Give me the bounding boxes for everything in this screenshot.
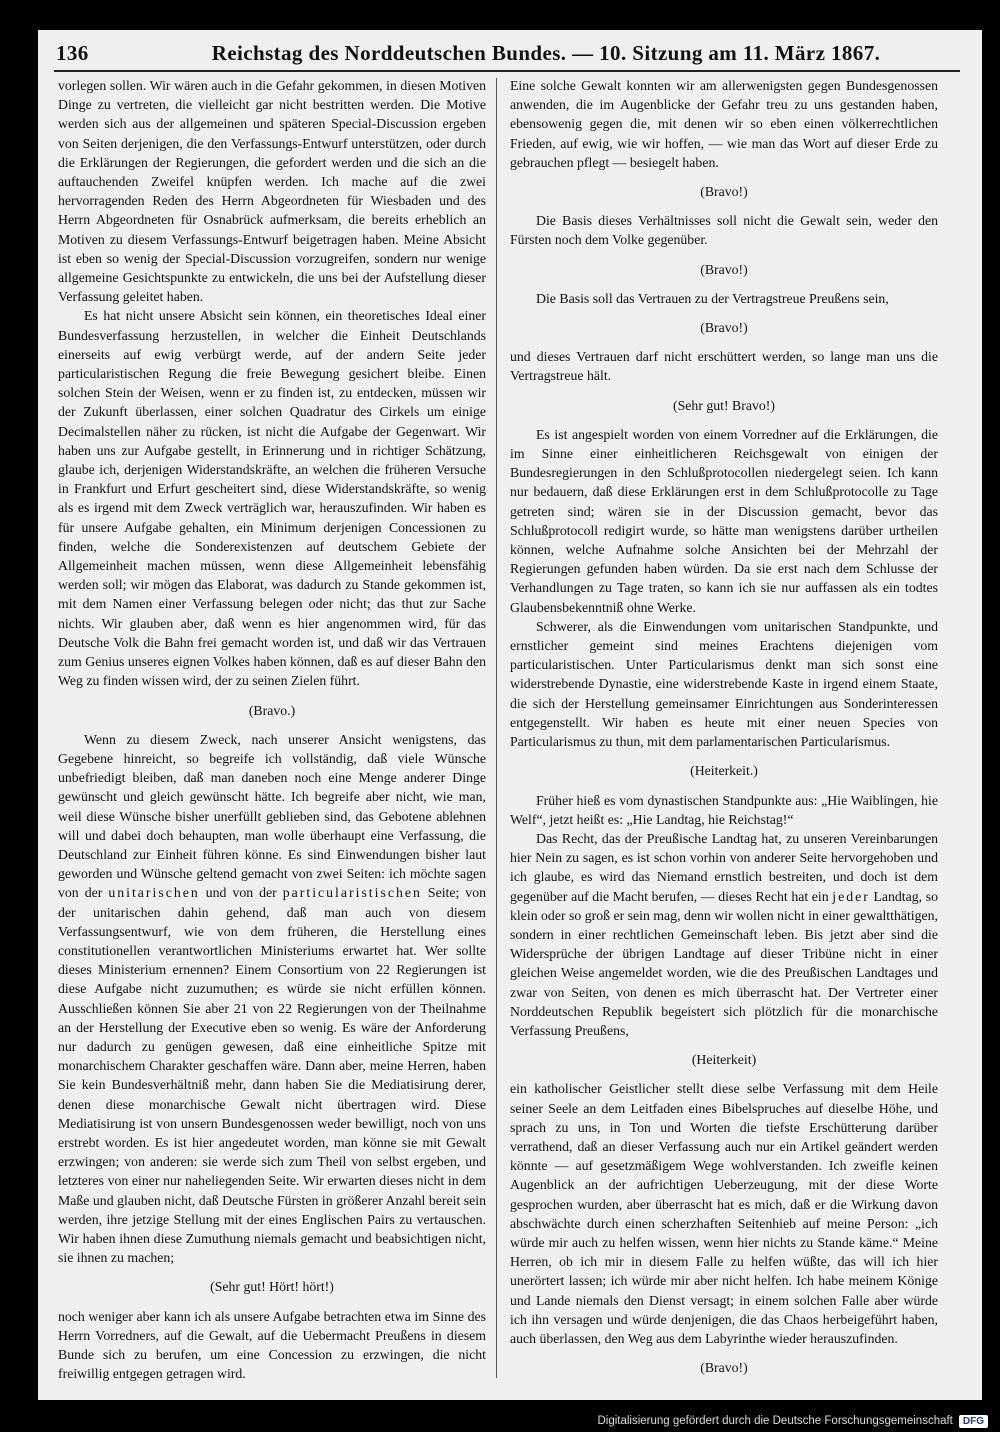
column-divider (496, 78, 497, 1378)
audience-reaction: (Heiterkeit) (691, 1052, 757, 1068)
header-rule (54, 70, 960, 72)
paragraph: Wenn zu diesem Zweck, nach unserer Ansicht wenigstens, das Gegebene hinreicht, so begreife ich vollständig, daß viele Wünsche unbefriedigt bleiben, daß man daneben noch eine Menge anderer Dinge gewünscht und gleich gewünscht hätte. Ich begreife aber nicht, wie man, weil diese Wünsche bisher unerfüllt geblieben sind, das Gebotene ablehnen will und dabei doch behaupten, man wolle überhaupt eine Verfassung, die Deutschland zur Einheit führen könne. Es sind Einwendungen bisher laut geworden und Wünsche geltend gemacht von zwei Seiten: ich möchte sagen von der unitarischen und von der particularistischen Seite; von der unitarischen dahin gehend, daß man auch von diesem Verfassungsentwurf, wie von dem früheren, die Herstellung eines constitutionellen verantwortlichen Ministeriums erwartet hat. Wer sollte dieses Ministerium ernennen? Einem Consortium von 22 Regierungen ist diese Aufgabe nicht zuzumuthen; es würde sie nicht erfüllen können. Ausschließen können Sie aber 21 von 22 Regierungen von der Theilnahme an der Herstellung der Executive eben so wenig. Es wäre der Anforderung nur dadurch zu genügen gewesen, daß eine einheitliche Spitze mit monarchischem Charakter geschaffen wäre. Dann aber, meine Herren, haben Sie kein Bundesverhältniß mehr, dann haben Sie die Mediatisirung derer, denen diese monarchische Gewalt nicht übertragen wird. Diese Mediatisirung ist von unsern Bundesgenossen weder bewilligt, noch von uns erstrebt worden. Es ist hier angedeutet worden, man könne sie mit Gewalt erzwingen; von anderen: sie werde sich zum Theil von selbst ergeben, und letzteres von einer nur naheliegenden Seite. Wir erwarten dieses nicht in dem Maße und glauben nicht, daß Deutsche Fürsten in größerer Anzahl bereit sein werden, ihre jetzige Stellung mit der eines Englischen Pairs zu vertauschen. Wir haben ihnen diese Zumuthung niemals gemacht und beabsichtigen nicht, sie ihnen zu machen; (58, 731, 487, 1266)
paragraph: Es ist angespielt worden von einem Vorredner auf die Erklärungen, die im Sinne einer einheitlicheren Reichsgewalt von einigen der Bundesregierungen in den Schlußprotocollen niedergelegt seien. Ich kann nur bedauern, daß diese Erklärungen erst in dem Schlußprotocolle zu Tage getreten sind; wären sie in der Discussion gemacht, bevor das Schlußprotocoll redigirt wurde, so hätte man wenigstens darüber urtheilen können, welche Aufnahme solche Ansichten bei der Mehrzahl der Regierungen gefunden haben würden. Da sie erst nach dem Schlusse der Verhandlungen zu Tage traten, so kann ich sie nur auffassen als ein todtes Glaubensbekenntniß ohne Werke. (510, 426, 938, 615)
paragraph: noch weniger aber kann ich als unsere Aufgabe betrachten etwa im Sinne des Herrn Vorredners, auf die Gewalt, auf die Uebermacht Preußens in diesem Bunde sich zu berufen, um eine Concession zu erzwingen, die nicht freiwillig entgegen getragen wird. (58, 1308, 486, 1382)
paragraph: und dieses Vertrauen darf nicht erschüttert werden, so lange man uns die Vertragstreue hält. (510, 349, 938, 384)
left-column (58, 76, 486, 1383)
footer-text: Digitalisierung gefördert durch die Deutsche Forschungsgemeinschaft (597, 1415, 953, 1427)
emphasis: particularistischen (282, 885, 422, 901)
page-number: 136 (56, 40, 89, 65)
paragraph: Eine solche Gewalt konnten wir am allerwenigsten gegen Bundesgenossen anwenden, die im Augenblicke der Gefahr treu zu uns gestanden haben, ebensowenig gegen die, mit denen wir so eben einen völkerrechtlichen Frieden, auf ewig, wie wir hoffen, — wie man das Wort auf dieser Erde zu gebrauchen pflegt — besiegelt haben. (510, 78, 938, 170)
dfg-logo-icon: DFG (959, 1415, 988, 1428)
scanned-page (38, 30, 982, 1400)
paragraph: ein katholischer Geistlicher stellt diese selbe Verfassung mit dem Heile seiner Seele an dem Leitfaden eines Bibelspruches auf dieselbe Höhe, und sprach zu uns, in Ton und Worten die tiefste Erschütterung darüber verrathend, daß an dieser Verfassung auch nur ein Artikel geändert werden könnte — auf gesetzmäßigem Wege wohlverstanden. Ich zweifle keinen Augenblick an der aufrichtigen Ueberzeugung, mit der diese Worte gesprochen wurden, aber überrascht hat es mich, daß er die Wirkung davon abschwächte durch einen scherzhaften Seitenhieb auf meine Person: „ich würde mir auch zu helfen wissen, wenn hier nichts zu Stande käme.“ Meine Herren, ob ich mir in diesem Falle zu helfen wüßte, das will ich hier unerörtert lassen; ich würde mir aber nicht helfen. Ich habe meinem Könige und Lande niemals den Dienst versagt; in einem solchen Falle aber würde ich ihn versagen und würde denjenigen, die das Chaos herbeigeführt haben, auch überlassen, den Weg aus dem Labyrinthe wieder herauszufinden. (510, 1081, 938, 1346)
audience-reaction: (Bravo!) (700, 261, 748, 277)
audience-reaction: (Bravo.) (248, 702, 296, 718)
paragraph: Die Basis dieses Verhältnisses soll nicht die Gewalt sein, weder den Fürsten noch dem Volke gegenüber. (510, 213, 938, 248)
emphasis: unitarischen (108, 885, 200, 901)
audience-reaction: (Bravo!) (700, 320, 748, 336)
paragraph: Das Recht, das der Preußische Landtag hat, zu unseren Vereinbarungen hier Nein zu sagen, es ist schon vorhin von anderer Seite hervorgehoben und ich glaube, es wird das Niemand ernstlich bestreiten, und doch ist dem gegenüber auf die Macht berufen, — dieses Recht hat ein jeder Landtag, so klein oder so groß er sein mag, denn wir wollen nicht in einer gewaltthätigen, sondern in einer rechtlichen Gemeinschaft leben. Bis jetzt aber sind die Widersprüche der übrigen Landtage auf dieser Tribüne nicht in einer gleichen Weise angemeldet worden, wie die des Preußischen Landtages und zwar von Seiten, von denen es mich überrascht hat. Der Vertreter einer Norddeutschen Republik begeistert sich plötzlich für die monarchische Verfassung Preußens, (510, 830, 938, 1038)
paragraph: vorlegen sollen. Wir wären auch in die Gefahr gekommen, in diesen Motiven Dinge zu vertreten, die vielleicht gar nicht bestritten werden. Die Motive werden sich aus der allgemeinen und späteren Special-Discussion ergeben von Seiten derjenigen, die den Verfassungs-Entwurf unterstützen, oder durch die Erklärungen der Regierungen, die gefordert werden und die sich an die auftauchenden Zweifel knüpfen werden. Ich mache auf die zwei hervorragenden Reden des Herrn Abgeordneten für Wiesbaden und des Herrn Abgeordneten für Osnabrück aufmerksam, die bereits erheblich an Motiven zu diesem Verfassungs-Entwurf beigetragen haben. Meine Absicht ist eben so wenig der Special-Discussion vorzugreifen, sondern nur wenige allgemeine Gesichtspunkte zu entwickeln, die uns bei der Aufstellung dieser Verfassung geleitet haben. (58, 78, 486, 305)
paragraph: Schwerer, als die Einwendungen vom unitarischen Standpunkte, und ernstlicher gemeint sind meines Erachtens diejenigen vom particularistischen. Unter Particularismus denkt man sich sonst eine widerstrebende Dynastie, eine widerstrebende Kaste in irgend einem Staate, die sich der Herstellung gemeinsamer Einrichtungen aus Sonderinteressen entgegenstellt. Wir haben es heute mit einer neuen Species von Particularismus zu thun, mit dem parlamentarischen Particularismus. (510, 618, 938, 750)
paragraph: Die Basis soll das Vertrauen zu der Vertragstreue Preußens sein, (536, 290, 889, 306)
paragraph: Früher hieß es vom dynastischen Standpunkte aus: „Hie Waiblingen, hie Welf“, jetzt heißt es: „Hie Landtag, hie Reichstag!“ (510, 792, 938, 827)
paragraph: Es hat nicht unsere Absicht sein können, ein theoretisches Ideal einer Bundesverfassung herzustellen, in welcher die Einheit Deutschlands einerseits auf ewig verbürgt werde, auf der andern Seite jeder particularistischen Regung die freie Bewegung gesichert bleibe. Einen solchen Stein der Weisen, wenn er zu finden ist, zu entdecken, müssen wir der Zukunft überlassen, einer solchen Quadratur des Cirkels um einige Decimalstellen näher zu rücken, ist nicht die Aufgabe der Gegenwart. Wir haben uns zur Aufgabe gestellt, in Erinnerung und in richtiger Schätzung, glaube ich, derjenigen Widerstandskräfte, an welchen die früheren Versuche in Frankfurt und Erfurt gescheitert sind, diese Widerstandskräfte, so wenig als es irgend mit dem Zweck verträglich war, herauszufinden. Wir haben es für unsere Aufgabe gehalten, ein Minimum derjenigen Concessionen zu finden, welche die Sonderexistenzen auf deutschem Gebiete der Allgemeinheit machen müssen, wenn diese Allgemeinheit lebensfähig werden soll; wir mögen das Elaborat, was dadurch zu Stande gekommen ist, mit dem Namen einer Verfassung belegen oder nicht; das thut zur Sache nichts. Wir glauben aber, daß wenn es hier angenommen wird, für das Deutsche Volk die Bahn frei gemacht worden ist, und daß wir das Vertrauen zum Genius unseres eignen Volkes haben können, daß es auf dieser Bahn den Weg zu finden wissen wird, der zu seinen Zielen führt. (58, 308, 486, 689)
running-head: Reichstag des Norddeutschen Bundes. — 10. Sitzung am 11. März 1867. (211, 40, 881, 65)
audience-reaction: (Sehr gut! Hört! hört!) (210, 1279, 334, 1295)
audience-reaction: (Heiterkeit.) (690, 763, 758, 779)
funding-footer (597, 1413, 988, 1429)
audience-reaction: (Bravo!) (700, 1360, 748, 1376)
audience-reaction: (Bravo!) (700, 184, 748, 200)
audience-reaction: (Sehr gut! Bravo!) (673, 397, 775, 413)
page-header (56, 38, 956, 68)
right-column (510, 76, 938, 1387)
emphasis: jeder (832, 888, 870, 904)
